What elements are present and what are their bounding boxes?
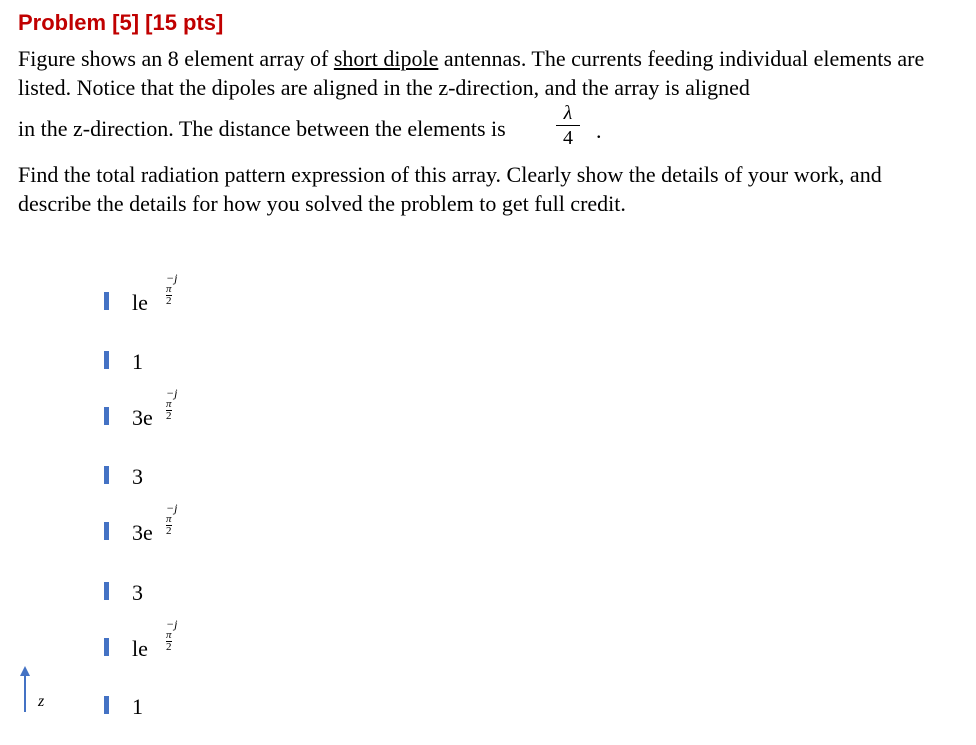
- z-axis-label: z: [38, 693, 45, 710]
- phase-exponent: [166, 387, 177, 422]
- current-coefficient: 1: [132, 349, 143, 374]
- dipole-icon: [104, 292, 109, 310]
- dipole-element: [104, 271, 224, 316]
- fraction-denominator: 4: [563, 127, 573, 149]
- element-current: [132, 580, 143, 606]
- dipole-icon: [104, 696, 109, 714]
- current-coefficient: 1: [132, 694, 143, 719]
- task-instructions: Find the total radiation pattern expression of this array. Clearly show the details of your work, and describe the details for how you solved the problem to get full credit.: [18, 162, 882, 216]
- current-coefficient: le: [132, 290, 148, 315]
- spacing-fraction: [556, 102, 580, 149]
- element-current: [132, 694, 143, 720]
- phase-exponent: [166, 502, 177, 537]
- dipole-element: [104, 501, 224, 546]
- element-current: [132, 464, 143, 490]
- exponent-numerator: π: [166, 513, 172, 525]
- element-current: [132, 617, 178, 662]
- problem-title: Problem [5] [15 pts]: [18, 10, 224, 35]
- exponent-prefix: −j: [166, 501, 178, 515]
- current-coefficient: 3: [132, 580, 143, 605]
- sentence-period: .: [596, 118, 602, 143]
- exponent-prefix: −j: [166, 271, 178, 285]
- element-current: [132, 386, 178, 431]
- exponent-numerator: π: [166, 629, 172, 641]
- current-coefficient: le: [132, 636, 148, 661]
- dipole-element: [104, 347, 224, 375]
- exponent-denominator: 2: [166, 410, 172, 422]
- dipole-icon: [104, 582, 109, 600]
- dipole-element: [104, 578, 224, 606]
- element-current: [132, 501, 178, 546]
- fraction-numerator: λ: [563, 102, 573, 124]
- element-current: [132, 349, 143, 375]
- exponent-prefix: −j: [166, 386, 178, 400]
- dipole-icon: [104, 466, 109, 484]
- dipole-icon: [104, 407, 109, 425]
- element-current: [132, 271, 178, 316]
- current-coefficient: 3e: [132, 405, 153, 430]
- dipole-element: [104, 386, 224, 431]
- dipole-element: [104, 462, 224, 490]
- exponent-denominator: 2: [166, 295, 172, 307]
- spacing-sentence: in the z-direction. The distance between the elements is: [18, 116, 506, 141]
- current-coefficient: 3: [132, 464, 143, 489]
- short-dipole-underlined: short dipole: [333, 46, 439, 71]
- dipole-element: [104, 617, 224, 662]
- phase-exponent: [166, 272, 177, 307]
- exponent-denominator: 2: [166, 525, 172, 537]
- problem-statement: [18, 44, 958, 102]
- exponent-numerator: π: [166, 398, 172, 410]
- current-coefficient: 3e: [132, 520, 153, 545]
- dipole-element: [104, 692, 224, 720]
- statement-text-2: antennas. The currents feeding individual elements are listed. Notice that the dipoles are aligned in the z-direction, and the array is aligned: [18, 46, 925, 100]
- fraction-bar: [556, 125, 580, 126]
- dipole-icon: [104, 351, 109, 369]
- exponent-denominator: 2: [166, 641, 172, 653]
- exponent-prefix: −j: [166, 617, 178, 631]
- statement-text-1: Figure shows an 8 element array of: [18, 46, 334, 71]
- dipole-icon: [104, 522, 109, 540]
- exponent-numerator: π: [166, 283, 172, 295]
- dipole-icon: [104, 638, 109, 656]
- phase-exponent: [166, 618, 177, 653]
- z-axis-arrow-icon: [18, 664, 32, 714]
